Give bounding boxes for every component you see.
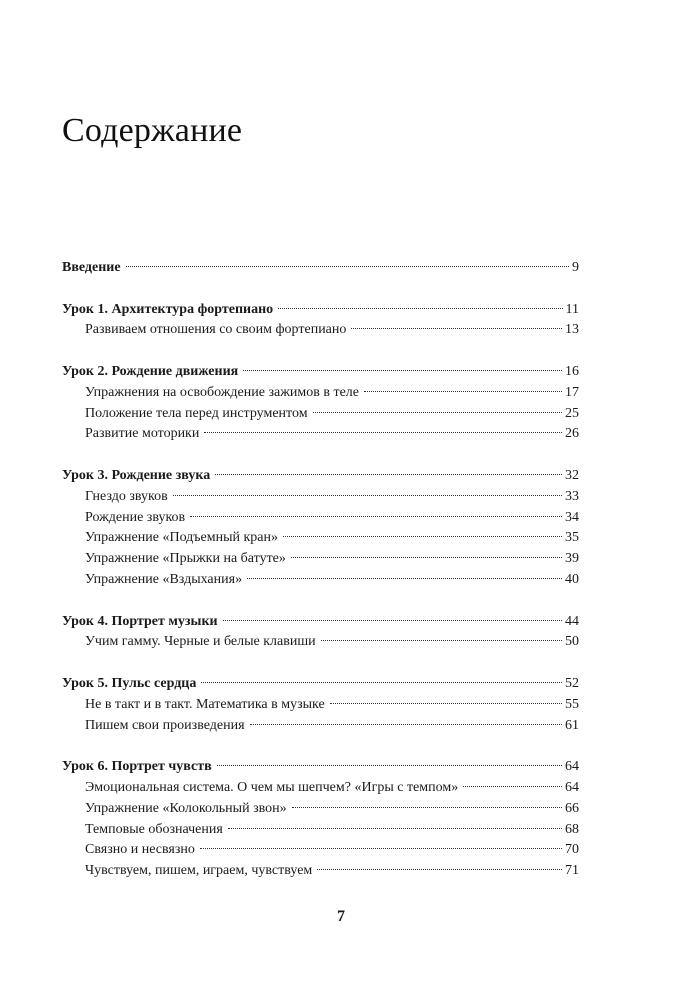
toc-entry-title: Урок 2. Рождение движения [62, 363, 239, 379]
toc-entry-page: 11 [565, 301, 579, 317]
dot-leader [173, 495, 562, 496]
toc-entry-lesson-2 [62, 362, 579, 383]
toc-entry-page: 55 [565, 696, 579, 712]
dot-leader [364, 391, 562, 392]
dot-leader [250, 724, 562, 725]
dot-leader [317, 869, 562, 870]
toc-entry-title: Упражнение «Подъемный кран» [85, 530, 279, 546]
toc-subentry [62, 549, 579, 570]
toc-entry-introduction [62, 258, 579, 279]
toc-entry-title: Развитие моторики [85, 426, 200, 442]
toc-entry-title: Темповые обозначения [85, 821, 223, 837]
toc-entry-page: 50 [565, 634, 579, 650]
dot-leader [204, 432, 562, 433]
dot-leader [321, 640, 562, 641]
toc-entry-title: Урок 5. Пульс сердца [62, 675, 197, 691]
toc-entry-page: 68 [565, 821, 579, 837]
toc-entry-title: Развиваем отношения со своим фортепиано [85, 322, 347, 338]
page-title: Содержание [62, 112, 243, 149]
toc-subentry [62, 861, 579, 882]
toc-entry-page: 52 [565, 675, 579, 691]
toc-subentry [62, 820, 579, 841]
toc-entry-title: Учим гамму. Черные и белые клавиши [85, 634, 316, 650]
toc-subentry [62, 570, 579, 591]
toc-entry-title: Упражнения на освобождение зажимов в теле [85, 384, 359, 400]
toc-subentry [62, 716, 579, 737]
toc-entry-page: 64 [565, 779, 579, 795]
toc-subentry [62, 320, 579, 341]
toc-entry-page: 39 [565, 551, 579, 567]
toc-subentry [62, 778, 579, 799]
dot-leader [215, 474, 562, 475]
dot-leader [201, 682, 562, 683]
dot-leader [313, 412, 562, 413]
toc-subentry [62, 840, 579, 861]
dot-leader [223, 620, 562, 621]
toc-entry-page: 44 [565, 613, 579, 629]
toc-subentry [62, 632, 579, 653]
toc-entry-title: Гнездо звуков [85, 488, 168, 504]
toc-subentry [62, 404, 579, 425]
toc-entry-title: Упражнение «Колокольный звон» [85, 800, 287, 816]
dot-leader [217, 765, 562, 766]
toc-entry-page: 66 [565, 800, 579, 816]
toc-entry-page: 64 [565, 759, 579, 775]
toc-entry-lesson-6 [62, 757, 579, 778]
toc-entry-title: Введение [62, 260, 121, 275]
toc-entry-title: Связно и несвязно [85, 842, 195, 858]
toc-entry-page: 34 [565, 509, 579, 525]
dot-leader [292, 807, 562, 808]
toc-subentry [62, 695, 579, 716]
toc-entry-page: 33 [565, 488, 579, 504]
toc-entry-lesson-5 [62, 674, 579, 695]
toc-subentry [62, 383, 579, 404]
toc-entry-page: 61 [565, 717, 579, 733]
toc-entry-title: Рождение звуков [85, 509, 186, 525]
toc-entry-title: Не в такт и в такт. Математика в музыке [85, 696, 325, 712]
toc-entry-page: 26 [565, 426, 579, 442]
toc-entry-page: 32 [565, 467, 579, 483]
toc-subentry [62, 424, 579, 445]
toc-entry-title: Урок 1. Архитектура фортепиано [62, 301, 274, 317]
toc-entry-title: Чувствуем, пишем, играем, чувствуем [85, 863, 313, 879]
dot-leader [330, 703, 562, 704]
toc-entry-title: Пишем свои произведения [85, 717, 245, 733]
toc-entry-lesson-4 [62, 612, 579, 633]
toc-entry-title: Урок 3. Рождение звука [62, 467, 211, 483]
toc-entry-lesson-1 [62, 300, 579, 321]
dot-leader [283, 536, 562, 537]
toc-subentry [62, 508, 579, 529]
dot-leader [126, 266, 569, 267]
toc-entry-page: 9 [572, 260, 579, 275]
toc-entry-page: 25 [565, 405, 579, 421]
dot-leader [351, 328, 562, 329]
toc-entry-page: 17 [565, 384, 579, 400]
toc-entry-title: Эмоциональная система. О чем мы шепчем? «Игры с темпом» [85, 779, 459, 795]
dot-leader [247, 578, 562, 579]
dot-leader [228, 828, 562, 829]
toc-entry-page: 35 [565, 530, 579, 546]
table-of-contents [62, 258, 579, 882]
toc-subentry [62, 528, 579, 549]
toc-subentry [62, 799, 579, 820]
dot-leader [200, 848, 562, 849]
toc-entry-page: 71 [565, 863, 579, 879]
toc-entry-page: 13 [565, 322, 579, 338]
toc-subentry [62, 487, 579, 508]
dot-leader [278, 308, 562, 309]
toc-entry-page: 70 [565, 842, 579, 858]
dot-leader [190, 516, 562, 517]
toc-entry-lesson-3 [62, 466, 579, 487]
page-number: 7 [337, 908, 345, 925]
toc-entry-title: Урок 6. Портрет чувств [62, 759, 212, 775]
toc-entry-title: Упражнение «Прыжки на батуте» [85, 551, 286, 567]
toc-entry-title: Положение тела перед инструментом [85, 405, 308, 421]
dot-leader [463, 786, 562, 787]
dot-leader [243, 370, 562, 371]
dot-leader [291, 557, 562, 558]
toc-entry-page: 40 [565, 571, 579, 587]
toc-entry-title: Упражнение «Вздыхания» [85, 571, 243, 587]
toc-entry-page: 16 [565, 363, 579, 379]
toc-entry-title: Урок 4. Портрет музыки [62, 613, 218, 629]
